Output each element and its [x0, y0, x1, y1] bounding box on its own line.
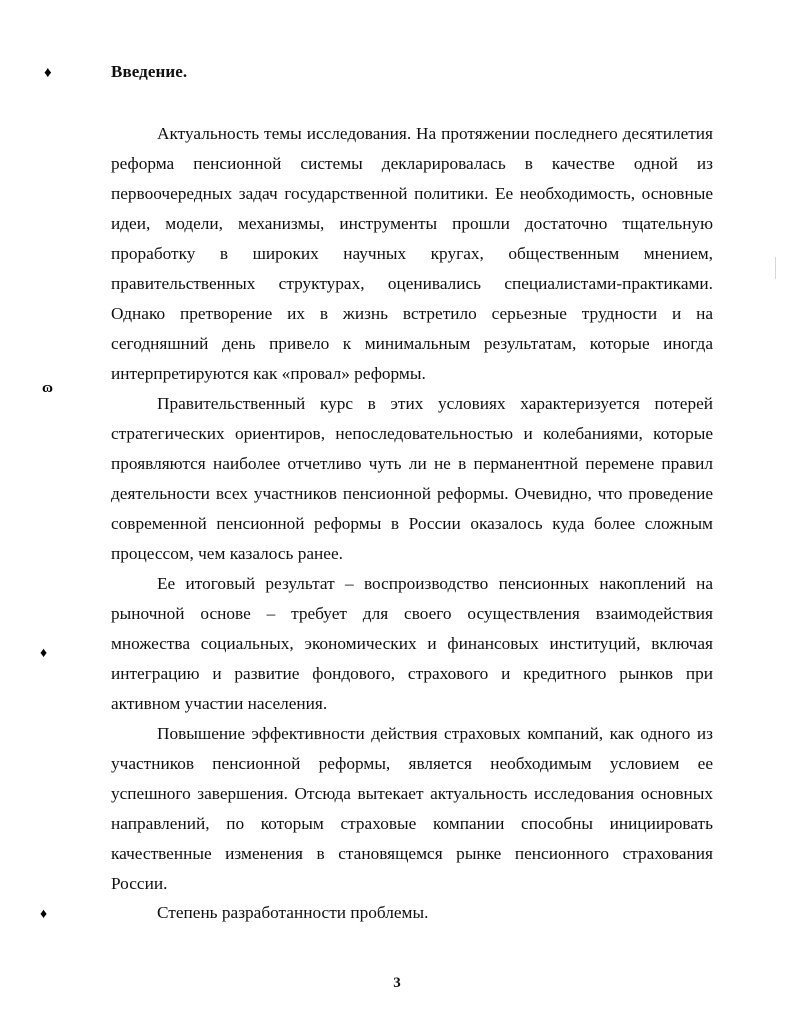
- scan-speck-mark: ♦: [44, 65, 52, 81]
- paragraph: Правительственный курс в этих условиях характеризуется потерей стратегических ориентиров, непоследовательностью и колебаниями, которые проявляются наиболее отчетливо чуть ли не в перманентной перемене правил деятельности всех участников пенсионной реформы. Очевидно, что проведение современной пенсионной реформы в России оказалось куда более сложным процессом, чем казалось ранее.: [111, 394, 713, 563]
- section-heading: Введение.: [111, 62, 188, 81]
- scan-speck-mark: ɷ: [42, 380, 53, 396]
- subsection-heading: Степень разработанности проблемы.: [157, 903, 429, 922]
- page-number: 3: [393, 975, 401, 991]
- scan-speck-mark: ♦: [40, 646, 48, 661]
- paragraph: Актуальность темы исследования. На протяжении последнего десятилетия реформа пенсионной системы декларировалась в качестве одной из первоочередных задач государственной политики. Ее необходимость, основные идеи, модели, механизмы, инструменты прошли достаточно тщательную проработку в широких научных кругах, общественным мнением, правительственных структурах, оценивались специалистами-практиками. Однако претворение их в жизнь встретило серьезные трудности и на сегодняшний день привело к минимальным результатам, которые иногда интерпретируются как «провал» реформы.: [111, 124, 713, 383]
- paragraph: Повышение эффективности действия страховых компаний, как одного из участников пенсионной реформы, является необходимым условием ее успешного завершения. Отсюда вытекает актуальность исследования основных направлений, по которым страховые компании способны инициировать качественные изменения в становящемся рынке пенсионного страхования России.: [111, 724, 713, 893]
- scan-margin-line: [775, 257, 776, 279]
- scan-speck-mark: ♦: [40, 907, 48, 922]
- body-text: [111, 119, 713, 899]
- paragraph: Ее итоговый результат – воспроизводство пенсионных накоплений на рыночной основе – требует для своего осуществления взаимодействия множества социальных, экономических и финансовых институций, включая интеграцию и развитие фондового, страхового и кредитного рынков при активном участии населения.: [111, 574, 713, 713]
